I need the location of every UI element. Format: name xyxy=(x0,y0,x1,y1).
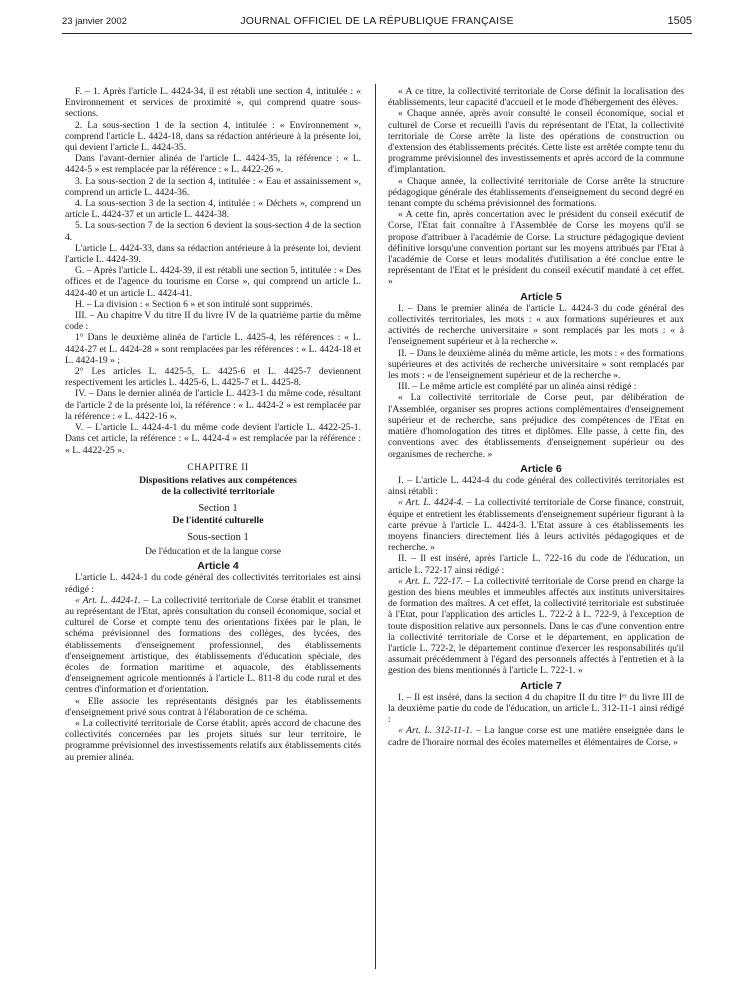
paragraph: V. – L'article L. 4424-4-1 du même code devient l'article L. 4422-25-1. Dans cet article, la référence : « L. 4424-4 » est remplacée par la référence : « L. 4422-25 ». xyxy=(65,422,361,456)
paragraph: G. – Après l'article L. 4424-39, il est rétabli une section 5, intitulée : « Des offices et de l'agence du tourisme en Corse », qui comprend un article L. 4424-40 et un article L. 4424-41. xyxy=(65,265,362,299)
paragraph: 2° Les articles L. 4425-5, L. 4425-6 et L. 4425-7 deviennent respectivement les articles L. 4425-6, L. 4425-7 et L. 4425-8. xyxy=(65,366,361,389)
section-title: De l'identité culturelle xyxy=(172,514,264,526)
paragraph: III. – Au chapitre V du titre II du livre IV de la quatrième partie du même code : xyxy=(65,310,361,333)
paragraph: H. – La division : « Section 6 » et son intitulé sont supprimés. xyxy=(75,298,313,310)
section-heading: Section 1 xyxy=(198,503,238,515)
paragraph: 2. La sous-section 1 de la section 4, intitulée : « Environnement », comprend l'article L. 4424-18, dans sa rédaction antérieure à la présente loi, qui devient l'article L. 4424-35. xyxy=(65,119,361,154)
paragraph: 1° Dans le deuxième alinéa de l'article L. 4425-4, les références : « L. 4424-27 et L. 4424-28 » sont remplacées par les références : « L. 4424-18 et L. 4424-19 » ; xyxy=(65,332,361,366)
chapter-heading: CHAPITRE II xyxy=(187,461,249,473)
article-heading: Article 7 xyxy=(520,679,562,692)
chapter-title: Dispositions relatives aux compétences xyxy=(139,474,297,486)
paragraph: « Art. L. 312-11-1. – La langue corse est une matière enseignée dans le cadre de l'horaire normal des écoles maternelles et élémentaires de Corse. » xyxy=(388,725,685,748)
paragraph: « La collectivité territoriale de Corse établit, après accord de chacune des collectivités concernées par les projets situés sur leur territoire, le programme prévisionnel des investissements relatifs aux établissements cités au premier alinéa. xyxy=(65,717,361,763)
article-heading: Article 5 xyxy=(520,290,562,303)
paragraph: III. – Le même article est complété par un alinéa ainsi rédigé : xyxy=(398,381,637,393)
right-column xyxy=(388,86,684,748)
article-reference: « Art. L. 312-11-1. – xyxy=(398,725,481,737)
paragraph: I. – Il est inséré, dans la section 4 du chapitre II du titre Iᵉʳ du livre III de la deuxième partie du code de l'éducation, un article L. 312-11-1 ainsi rédigé : xyxy=(388,691,684,726)
paragraph: « A ce titre, la collectivité territoriale de Corse définit la localisation des établissements, leur capacité d'accueil et le mode d'hébergement des élèves. xyxy=(388,86,684,109)
article-heading: Article 4 xyxy=(197,560,239,573)
paragraph: Dans l'avant-dernier alinéa de l'article L. 4424-35, la référence : « L. 4424-5 » est remplacée par la référence : « L. 4422-26 ». xyxy=(65,153,361,176)
paragraph: F. – 1. Après l'article L. 4424-34, il est rétabli une section 4, intitulée : « Environnement et services de proximité », qui comprend quatre sous-sections. xyxy=(65,86,361,120)
issue-date: 23 janvier 2002 xyxy=(62,16,127,27)
paragraph: L'article L. 4424-33, dans sa rédaction antérieure à la présente loi, devient l'article L. 4424-39. xyxy=(65,242,361,266)
column-separator xyxy=(375,84,376,969)
paragraph: IV. – Dans le dernier alinéa de l'article L. 4423-1 du même code, résultant de l'article 2 de la présente loi, la référence : « L. 4424-2 » est remplacée par la référence : « L. 4422-16 ». xyxy=(65,388,361,422)
article-reference: « Art. L. 4424-4. – xyxy=(398,497,472,509)
article-heading: Article 6 xyxy=(520,462,562,475)
paragraph: « Chaque année, la collectivité territoriale de Corse arrête la structure pédagogique générale des établissements d'enseignement du second degré en tenant compte du schéma prévisionnel des formations. xyxy=(388,175,684,210)
paragraph: « Chaque année, après avoir consulté le conseil économique, social et culturel de Corse et recueilli l'avis du représentant de l'Etat, la collectivité territoriale de Corse arrête la liste des opérations de construction ou d'extension des établissements précités. Cette liste est arrêtée compte tenu du programme prévisionnel des investissements et après accord de la commune d'implantation. xyxy=(388,108,684,176)
paragraph: « Art. L. 4424-1. – La collectivité territoriale de Corse établit et transmet au représentant de l'Etat, après consultation du conseil économique, social et culturel de Corse et compte tenu des orientations fixées par le plan, le schéma prévisionnel des formations des collèges, des lycées, des établissements d'enseignement professionnel, des établissements d'enseignement artistique, des établissements d'éducation spéciale, des écoles de formation maritime et aquacole, des établissements d'enseignement agricole mentionnés à l'article L. 811-8 du code rural et des centres d'information et d'orientation. xyxy=(65,594,362,696)
paragraph: I. – Dans le premier alinéa de l'article L. 4424-3 du code général des collectivités territoriales, les mots : « aux formations supérieures et aux activités de recherche universitaire » sont remplacés par les mots : « à l'enseignement supérieur et à la recherche ». xyxy=(388,302,684,348)
chapter-title-line-2: de la collectivité territoriale xyxy=(161,486,275,498)
paragraph: I. – L'article L. 4424-4 du code général des collectivités territoriales est ainsi rétabli : xyxy=(388,474,684,498)
paragraph: « La collectivité territoriale de Corse peut, par délibération de l'Assemblée, organiser ses propres actions complémentaires d'enseignement supérieur et de recherche, sans préjudice des compétences de l'Etat en matière d'homologation des titres et diplômes. Elle passe, à cette fin, des conventions avec des établissements d'enseignement supérieur ou des organismes de recherche. » xyxy=(388,392,684,460)
paragraph: 3. La sous-section 2 de la section 4, intitulée : « Eau et assainissement », comprend un article L. 4424-36. xyxy=(65,175,361,198)
article-reference: « Art. L. 722-17. – xyxy=(398,575,471,587)
paragraph: « Art. L. 4424-4. – La collectivité territoriale de Corse finance, construit, équipe et entretient les établissements d'enseignement supérieur figurant à la carte prévue à l'article L. 4424-3. L'Etat assure à ces établissements les moyens financiers directement liés à leurs activités pédagogiques et de recherche. » xyxy=(388,497,685,554)
subsection-title: De l'éducation et de la langue corse xyxy=(145,545,281,557)
article-reference: « Art. L. 4424-1. – xyxy=(75,594,149,606)
subsection-heading: Sous-section 1 xyxy=(187,531,249,543)
paragraph: « A cette fin, après concertation avec le président du conseil exécutif de Corse, l'Etat fait connaître à l'Assemblée de Corse les moyens qu'il se propose d'attribuer à l'académie de Corse. La structure pédagogique devient définitive lorsqu'une convention portant sur les moyens attribués par l'Etat à l'académie de Corse et leurs modalités d'utilisation a été conclue entre le représentant de l'Etat et le président du conseil exécutif mandaté à cet effet. » xyxy=(388,209,684,288)
journal-title: JOURNAL OFFICIEL DE LA RÉPUBLIQUE FRANÇAISE xyxy=(240,15,514,27)
paragraph: II. – Il est inséré, après l'article L. 722-16 du code de l'éducation, un article L. 722-17 ainsi rédigé : xyxy=(388,553,684,576)
page-header xyxy=(62,14,692,30)
paragraph: II. – Dans le deuxième alinéa du même article, les mots : « des formations supérieures et des activités de recherche universitaire » sont remplacés par les mots : « de l'enseignement supérieur et de la recherche ». xyxy=(388,347,684,382)
paragraph: 5. La sous-section 7 de la section 6 devient la sous-section 4 de la section 4. xyxy=(65,220,361,243)
page-number: 1505 xyxy=(667,15,692,27)
paragraph: « Art. L. 722-17. – La collectivité territoriale de Corse prend en charge la gestion des biens meubles et immeubles affectés aux instituts universitaires de formation des maîtres. A cet effet, la collectivité territoriale est substituée à l'Etat, pour l'application des articles L. 722-2 à L. 722-9, à l'exception de toute disposition relative aux personnels. Dans le cas d'une convention entre la collectivité territoriale de Corse et le département, en application de l'article L. 722-2, le département continue d'exercer les responsabilités qu'il assumait précédemment à l'égard des personnels affectés à l'entretien et à la gestion des biens mentionnés à l'article L. 722-1. » xyxy=(388,575,684,677)
left-column xyxy=(65,86,361,763)
paragraph: 4. La sous-section 3 de la section 4, intitulée : « Déchets », comprend un article L. 4424-37 et un article L. 4424-38. xyxy=(65,198,361,221)
header-rule xyxy=(62,33,692,34)
paragraph: L'article L. 4424-1 du code général des collectivités territoriales est ainsi rédigé : xyxy=(65,572,361,595)
paragraph: « Elle associe les représentants désignés par les établissements d'enseignement privé sous contrat à l'élaboration de ce schéma. xyxy=(65,695,361,718)
